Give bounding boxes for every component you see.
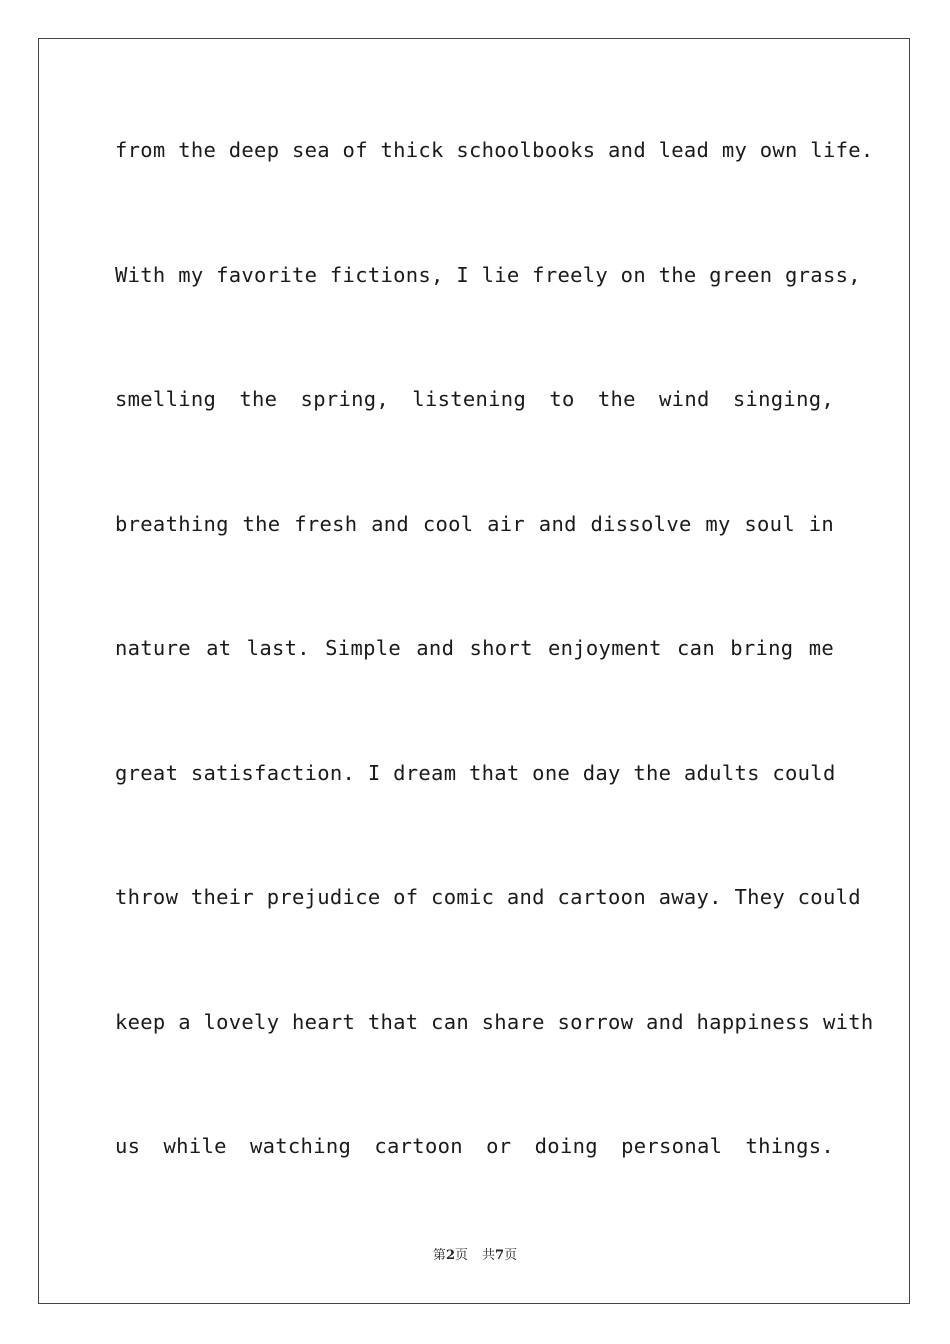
text-line-1: from the deep sea of thick schoolbooks and lead my own life. [115,138,874,162]
total-prefix: 共 [482,1248,496,1263]
text-line-2: With my favorite fictions, I lie freely on the green grass, [115,262,861,287]
text-line-3: smelling the spring, listening to the wind singing, [115,387,834,411]
total-suffix: 页 [504,1248,518,1263]
page-footer [0,1246,950,1266]
text-line-8: keep a lovely heart that can share sorrow and happiness with [115,1009,874,1034]
text-line-6: great satisfaction. I dream that one day the adults could [115,760,836,785]
page-suffix: 页 [454,1248,468,1263]
page-prefix: 第 [432,1248,446,1263]
total-pages-number: 7 [495,1248,505,1263]
text-line-7: throw their prejudice of comic and cartoon away. They could [115,885,861,909]
text-line-4: breathing the fresh and cool air and dissolve my soul in [115,511,834,536]
text-line-5: nature at last. Simple and short enjoyment can bring me [115,636,834,660]
current-page-number: 2 [445,1248,455,1263]
document-body [115,128,874,1249]
text-line-9: us while watching cartoon or doing personal things. [115,1134,834,1158]
